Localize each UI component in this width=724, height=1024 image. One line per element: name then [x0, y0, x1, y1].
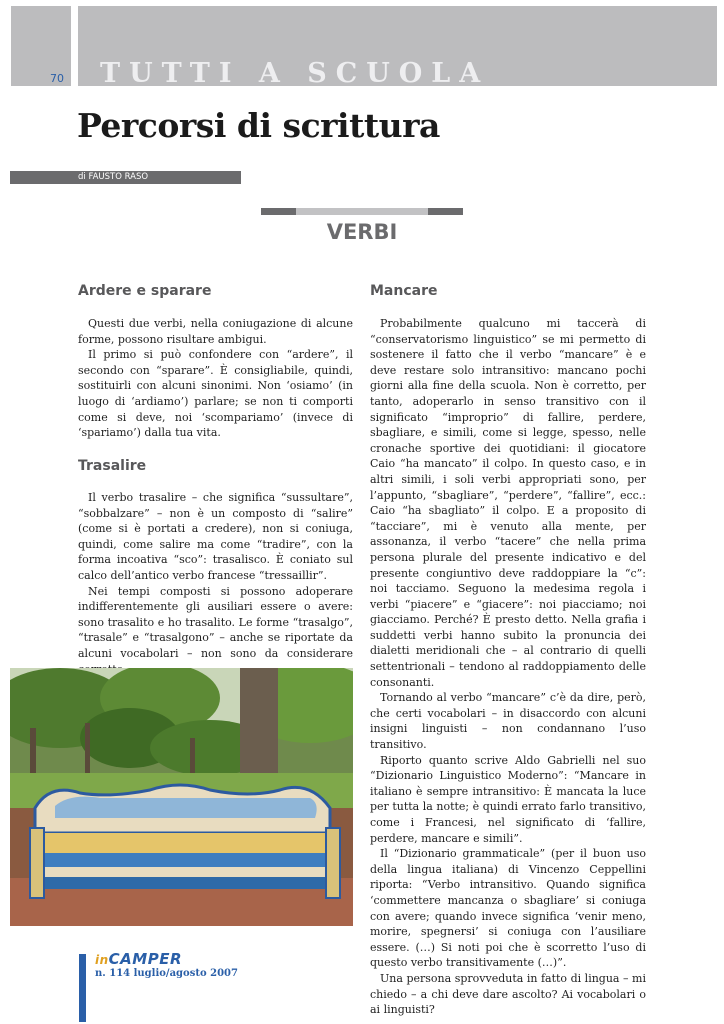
- right-column-section: [370, 316, 646, 1018]
- section-title: TUTTI A SCUOLA: [100, 58, 490, 89]
- photo-majolica-bench: [10, 668, 353, 926]
- logo-main: CAMPER: [108, 950, 182, 968]
- page-number: 70: [50, 72, 64, 85]
- topic-heading: VERBI: [326, 220, 398, 244]
- heading-trasalire: Trasalire: [78, 458, 147, 474]
- paragraph: Riporto quanto scrive Aldo Gabrielli nel suo “Dizionario Linguistico Moderno”: “Mancare in italiano è sempre intransitivo: È mancata la luce per tutta la notte; è quindi errato farlo transitivo, come i Francesi, nel significato di ‘fallire, perdere, mancare e simili”.: [370, 753, 646, 845]
- left-column-section2: [78, 490, 353, 677]
- topic-separator-right: [428, 208, 463, 215]
- paragraph: Il verbo trasalire – che significa “sussultare”, “sobbalzare” – non è un composto di “salire” (come si è portati a credere), non si coniuga, quindi, come salire ma come “tradire”, con la forma incoativa “sco”: trasalisco. È coniato sul calco dell’antico verbo francese “tressaillir”.: [78, 491, 353, 582]
- paragraph: Una persona sprovveduta in fatto di lingua – mi chiedo – a chi deve dare ascolto? Ai vocabolari o ai linguisti?: [370, 971, 646, 1017]
- paragraph: Nei tempi composti si possono adoperare indifferentemente gli ausiliari essere o avere: sono trasalito e ho trasalito. Le forme “trasalgo”, “trasale” e “trasalgono” – anche se riportate da alcuni vocabolari – non sono da considerare: [78, 584, 353, 660]
- topic-separator-left: [261, 208, 296, 215]
- left-column-section1: [78, 316, 353, 441]
- heading-ardere-e-sparare: Ardere e sparare: [78, 283, 212, 299]
- paragraph: Il primo si può confondere con “ardere”, il secondo con “sparare”. È consigliabile, quindi, sostituirli con alcuni sinonimi. Non ‘osiamo’ (in luogo di ‘ardiamo’) parlare; se non ti comporti come si deve, noi ‘scompariamo’ (invece di ‘spariamo’) dalla tua vita.: [78, 348, 353, 440]
- topic-separator-middle: [296, 208, 428, 215]
- magazine-logo: [95, 950, 182, 968]
- logo-prefix: in: [95, 953, 109, 967]
- paragraph: Tornando al verbo “mancare” c’è da dire, però, che certi vocabolari – in disaccordo con alcuni insigni linguisti – non condannano l’uso transitivo.: [370, 691, 646, 752]
- heading-mancare: Mancare: [370, 283, 438, 299]
- footer-accent-bar: [79, 954, 86, 1022]
- paragraph: Questi due verbi, nella coniugazione di alcune forme, possono risultare ambigui.: [78, 317, 353, 346]
- author-byline: di FAUSTO RASO: [78, 172, 149, 182]
- paragraph: Il “Dizionario grammaticale” (per il buon uso della lingua italiana) di Vincenzo Ceppellini riporta: “Verbo intransitivo. Quando significa ‘commettere mancanza o sbagliare’ si coniuga con avere; quando invece significa ‘venir meno, morire, spegnersi’ si coniuga con l’ausiliare essere. (…) Si noti poi che è scorretto l’uso di questo verbo transitivamente (…)”.: [370, 847, 646, 970]
- article-title: Percorsi di scrittura: [77, 106, 440, 145]
- issue-info: n. 114 luglio/agosto 2007: [95, 968, 238, 979]
- paragraph: Probabilmente qualcuno mi taccerà di “conservatorismo linguistico” se mi permetto di sostenere il fatto che il verbo “mancare” è e deve restare solo intransitivo: mancano pochi giorni alla fine della scuola. Non è corretto, per tanto, adoperarlo in senso transitivo con il significato “improprio” di fallire, perdere, sbagliare, e simili, come si legge, spesso, nelle cronache sportive dei quotidiani: il giocatore Caio “ha mancato” il colpo. In questo caso, e in altri simili, i soli verbi appropriati sono, per l’appunto, “sbagliare”, “perdere”, “fallire”, ecc.: Caio “ha sbagliato” il colpo. E a proposito di “tacciare”, mi è venuto alla mente, per assonanza, il verbo “tacere” che nella prima persona plurale del presente indicativo e del presente congiuntivo deve raddoppiare la “c”: noi tacciamo. Seguono la medesima regola i verbi “piacere” e “giacere”: noi piacciamo; noi giacciamo. Perché? È presto detto. Nella grafia i suddetti verbi hanno subito la pronuncia dei dialetti meridionali che – al contrario di quelli settentrionali – tendono al raddoppiamento delle consonanti.: [370, 317, 646, 689]
